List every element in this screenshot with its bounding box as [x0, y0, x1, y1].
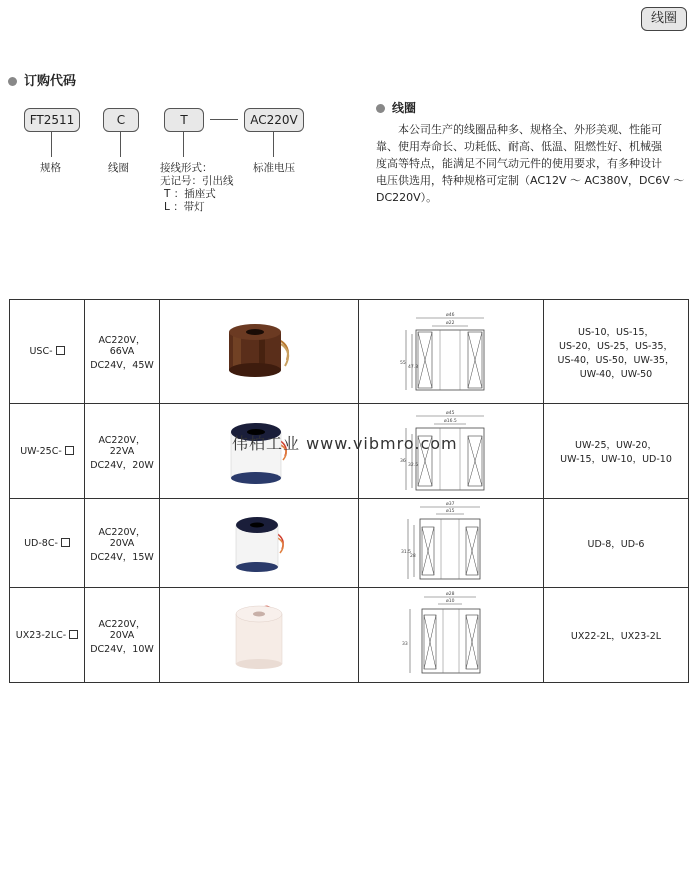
watermark-text: 伟柏工业 www.vibmro.com [232, 434, 458, 453]
power-cell [85, 404, 160, 499]
model-cell [10, 499, 85, 588]
fit-cell [544, 300, 689, 404]
fit-text: US-20，US-25，US-35， [558, 340, 673, 352]
order-code-title [8, 70, 76, 89]
power-cell [85, 499, 160, 588]
fit-cell [544, 588, 689, 683]
dimension-drawing [396, 302, 506, 398]
coil-photo-cream [224, 596, 294, 672]
dim-inner-label: ø10 [446, 598, 455, 604]
fit-text: UW-15，UW-10，UD-10 [560, 454, 672, 465]
desc-line: 靠、使用寿命长、功耗低、耐高、低温、阻燃性好、机械强 [376, 140, 662, 153]
dimension-cell [359, 588, 544, 683]
table-row [10, 588, 689, 683]
label-voltage: 标准电压 [253, 162, 295, 174]
dim-height-label: 33 [402, 641, 408, 647]
coil-spec-table [9, 299, 689, 683]
coil-section-title [376, 99, 416, 116]
code-box-voltage: AC220V [244, 108, 304, 132]
dim-inner-label: ø16.5 [444, 418, 457, 424]
dc-power: DC24V，10W [90, 643, 154, 655]
coil-photo-cell [160, 300, 359, 404]
dim-height-label: 36 [400, 458, 406, 464]
power-cell [85, 588, 160, 683]
dim-height-label: 31.5 [401, 549, 412, 555]
dc-power: DC24V，20W [90, 459, 154, 471]
fit-text: UX22-2L，UX23-2L [570, 631, 662, 642]
dim-inner-label: ø15 [446, 508, 455, 514]
label-coil: 线圈 [108, 162, 129, 174]
table-row [10, 499, 689, 588]
dim-height-label: 55 [400, 361, 406, 366]
option-box-icon [69, 630, 78, 639]
label-spec: 规格 [40, 162, 61, 174]
dimension-cell [359, 300, 544, 404]
dimension-drawing [396, 501, 506, 583]
fit-text: US-10，US-15， [577, 326, 654, 338]
coil-photo-copper [219, 310, 299, 390]
dim-height2-label: 28 [410, 553, 416, 559]
connector-line [273, 131, 274, 157]
ac-power: AC220V，22VA [98, 434, 146, 457]
dim-height2-label: 32.5 [408, 462, 419, 468]
desc-line: 电压供选用，特种规格可定制（AC12V ～ AC380V，DC6V ～ [376, 174, 685, 187]
model-cell [10, 300, 85, 404]
label-wiring-opt1: 无记号：引出线 [160, 175, 234, 187]
model-text: UX23-2LC- [15, 629, 67, 641]
fit-cell [544, 499, 689, 588]
category-tag: 线圈 [641, 7, 687, 31]
dc-power: DC24V，45W [90, 360, 154, 371]
desc-line: 本公司生产的线圈品种多、规格全、外形美观、性能可 [398, 123, 662, 136]
ac-power: AC220V，20VA [98, 526, 146, 549]
bullet-dot-icon [376, 104, 385, 113]
connector-line [51, 131, 52, 157]
model-text: USC- [29, 346, 53, 357]
fit-cell [544, 404, 689, 499]
fit-text: US-40，US-50，UW-35， [557, 354, 675, 366]
model-text: UW-25C- [20, 445, 62, 457]
dim-outer-label: ø37 [446, 501, 455, 507]
code-box-spec: FT2511 [24, 108, 80, 132]
label-wiring-title: 接线形式： [160, 162, 213, 174]
dc-power: DC24V，15W [90, 551, 154, 563]
coil-description [376, 121, 688, 206]
dim-outer-label: ø28 [446, 591, 455, 597]
dimension-drawing [396, 591, 506, 677]
bullet-dot-icon [8, 77, 17, 86]
connector-line [120, 131, 121, 157]
dim-height2-label: 47.3 [408, 365, 419, 370]
desc-line: DC220V）。 [376, 191, 438, 204]
ac-power: AC220V，20VA [98, 618, 146, 641]
coil-photo-white-small [224, 507, 294, 577]
connector-line [183, 131, 184, 157]
dim-outer-label: ø46 [446, 313, 455, 318]
power-cell [85, 300, 160, 404]
coil-photo-cell [160, 499, 359, 588]
code-dash [210, 119, 238, 120]
desc-line: 度高等特点，能满足不同气动元件的使用要求，有多种设计 [376, 157, 662, 170]
dimension-cell [359, 499, 544, 588]
code-box-coil: C [103, 108, 139, 132]
order-code-title-text: 订购代码 [24, 74, 77, 89]
ac-power: AC220V，66VA [98, 335, 146, 357]
model-cell [10, 588, 85, 683]
option-box-icon [56, 346, 65, 355]
fit-text: UD-8，UD-6 [587, 539, 645, 550]
label-wiring-opt3: L ：带灯 [164, 201, 205, 213]
table-row [10, 300, 689, 404]
dim-outer-label: ø45 [446, 410, 455, 416]
option-box-icon [65, 446, 74, 455]
code-box-wiring: T [164, 108, 204, 132]
model-text: UD-8C- [24, 537, 58, 549]
dim-inner-label: ø22 [446, 321, 455, 326]
option-box-icon [61, 538, 70, 547]
coil-photo-cell [160, 588, 359, 683]
coil-section-title-text: 线圈 [392, 101, 417, 115]
fit-text: UW-40，UW-50 [579, 368, 653, 380]
label-wiring-opt2: T ：插座式 [164, 188, 216, 200]
model-cell [10, 404, 85, 499]
fit-text: UW-25，UW-20， [575, 440, 657, 451]
